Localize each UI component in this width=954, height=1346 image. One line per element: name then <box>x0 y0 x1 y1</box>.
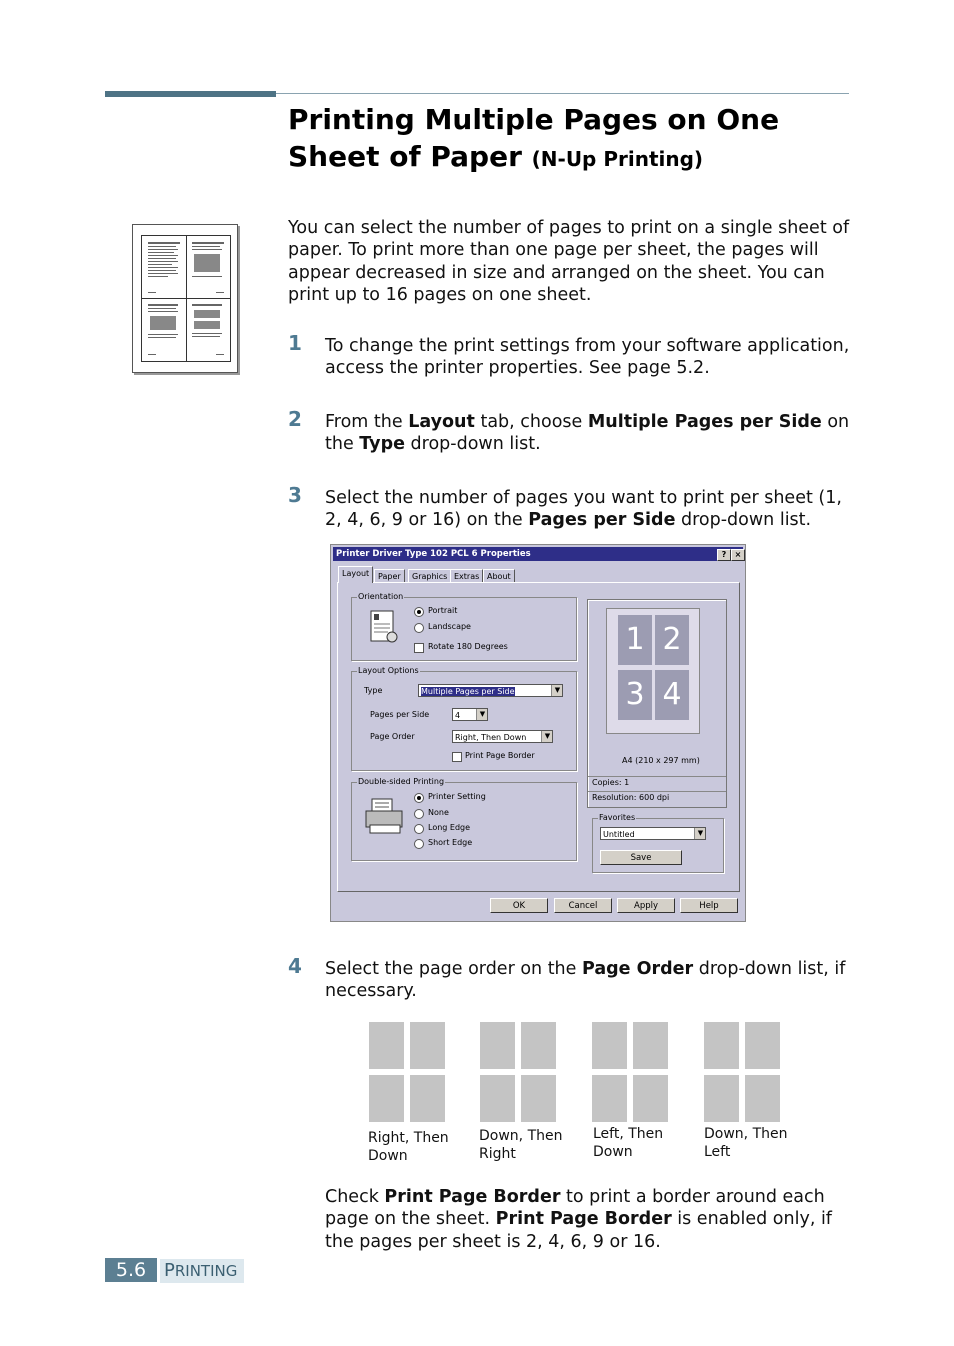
rotate-label: Rotate 180 Degrees <box>428 642 508 651</box>
diagram-page <box>633 1022 668 1069</box>
page-order-label-1: Right, Then Down <box>368 1130 449 1164</box>
pages-per-side-dropdown[interactable] <box>452 708 488 721</box>
page-order-diagram-down-then-right <box>480 1022 560 1122</box>
diagram-page <box>745 1022 780 1069</box>
chevron-down-icon[interactable]: ▼ <box>551 685 563 696</box>
diagram-page <box>521 1022 556 1069</box>
favorites-value: Untitled <box>603 830 635 839</box>
tab-paper[interactable]: Paper <box>374 569 405 583</box>
print-page-border-note: Check Print Page Border to print a border around each page on the sheet. Print Page Border is enabled only, if the pages per sheet is 2, 4, 6, 9 or 16. <box>325 1187 832 1252</box>
printer-properties-dialog <box>330 544 746 922</box>
help-button[interactable]: Help <box>680 898 738 913</box>
print-page-border-checkbox[interactable] <box>452 752 462 762</box>
layout-tab-panel <box>337 582 740 892</box>
cancel-button[interactable]: Cancel <box>554 898 612 913</box>
step-text-1: To change the print settings from your software application, access the printer properties. See page 5.2. <box>325 336 850 379</box>
n-up-document-icon <box>132 224 238 373</box>
tab-graphics[interactable]: Graphics <box>408 569 451 583</box>
preview-divider <box>588 791 726 792</box>
diagram-page <box>480 1022 515 1069</box>
mini-page-lines <box>142 236 230 361</box>
printer-setting-radio[interactable] <box>414 793 424 803</box>
short-edge-label: Short Edge <box>428 838 473 847</box>
orientation-label: Orientation <box>358 592 404 601</box>
apply-button[interactable]: Apply <box>617 898 675 913</box>
preview-page-3: 3 <box>618 670 652 720</box>
diagram-page <box>521 1075 556 1122</box>
section-name: PRINTING <box>160 1259 244 1283</box>
help-icon[interactable]: ? <box>717 549 731 561</box>
type-dropdown[interactable] <box>418 684 563 697</box>
tab-about[interactable]: About <box>483 569 515 583</box>
type-label: Type <box>364 686 383 695</box>
step-text-2: From the Layout tab, choose Multiple Pages per Side on the Type drop-down list. <box>325 412 850 455</box>
layout-preview <box>587 599 727 808</box>
diagram-page <box>410 1075 445 1122</box>
page-order-label-4: Down, Then Left <box>704 1126 788 1160</box>
step-number-1: 1 <box>288 331 302 355</box>
landscape-radio[interactable] <box>414 623 424 633</box>
ok-button[interactable]: OK <box>490 898 548 913</box>
preview-page-4: 4 <box>655 670 689 720</box>
step-number-3: 3 <box>288 483 302 507</box>
chevron-down-icon[interactable]: ▼ <box>476 709 488 720</box>
diagram-page <box>410 1022 445 1069</box>
page-number: 5.6 <box>105 1258 157 1282</box>
step-number-4: 4 <box>288 954 302 978</box>
header-rule-thick <box>105 91 276 97</box>
layout-options-group <box>351 666 577 771</box>
chevron-down-icon[interactable]: ▼ <box>541 731 553 742</box>
save-button[interactable]: Save <box>600 850 682 865</box>
page-order-label-2: Down, Then Right <box>479 1128 563 1162</box>
page-order-label: Page Order <box>370 732 415 741</box>
preview-paper <box>606 608 700 734</box>
diagram-page <box>369 1075 404 1122</box>
favorites-dropdown[interactable] <box>600 827 706 840</box>
close-icon[interactable]: × <box>731 549 745 561</box>
page-order-diagram-right-then-down <box>369 1022 449 1122</box>
portrait-radio[interactable] <box>414 607 424 617</box>
preview-page-1: 1 <box>618 615 652 665</box>
page-order-diagram-left-then-down <box>592 1022 672 1122</box>
pages-per-side-label: Pages per Side <box>370 710 430 719</box>
portrait-page-icon <box>370 610 400 646</box>
long-edge-radio[interactable] <box>414 824 424 834</box>
page-order-dropdown[interactable] <box>452 730 553 743</box>
preview-divider <box>588 776 726 777</box>
diagram-page <box>592 1075 627 1122</box>
printer-icon <box>364 797 406 837</box>
print-page-border-label: Print Page Border <box>465 751 535 760</box>
n-up-sheet <box>141 235 231 362</box>
step-text-3: Select the number of pages you want to print per sheet (1, 2, 4, 6, 9 or 16) on the Pages per Side drop-down list. <box>325 488 842 531</box>
rotate-checkbox[interactable] <box>414 643 424 653</box>
double-sided-label: Double-sided Printing <box>358 777 445 786</box>
dialog-title: Printer Driver Type 102 PCL 6 Properties <box>336 549 531 559</box>
none-label: None <box>428 808 449 817</box>
none-radio[interactable] <box>414 809 424 819</box>
copies-label: Copies: 1 <box>592 778 630 787</box>
pages-per-side-value: 4 <box>455 711 461 720</box>
diagram-page <box>704 1022 739 1069</box>
layout-options-label: Layout Options <box>358 666 419 675</box>
intro-paragraph: You can select the number of pages to print on a single sheet of paper. To print more than one page per sheet, the pages will appear decreased in size and arranged on the sheet. You can print up to 16 pages on one sheet. <box>288 218 850 305</box>
long-edge-label: Long Edge <box>428 823 471 832</box>
double-sided-group <box>351 777 577 861</box>
diagram-page <box>704 1075 739 1122</box>
diagram-page <box>745 1075 780 1122</box>
diagram-page <box>369 1022 404 1069</box>
diagram-page <box>480 1075 515 1122</box>
paper-size-label: A4 (210 x 297 mm) <box>622 756 700 765</box>
diagram-page <box>592 1022 627 1069</box>
landscape-label: Landscape <box>428 622 471 631</box>
diagram-page <box>633 1075 668 1122</box>
header-rule-thin <box>276 93 849 94</box>
tab-layout[interactable]: Layout <box>338 566 373 583</box>
dialog-titlebar <box>333 547 743 561</box>
page-subtitle: (N-Up Printing) <box>531 147 704 171</box>
favorites-label: Favorites <box>599 813 636 822</box>
chevron-down-icon[interactable]: ▼ <box>694 828 706 839</box>
preview-page-2: 2 <box>655 615 689 665</box>
step-text-4: Select the page order on the Page Order drop-down list, if necessary. <box>325 959 846 1002</box>
favorites-group <box>592 813 724 873</box>
page-order-value: Right, Then Down <box>455 733 527 742</box>
portrait-label: Portrait <box>428 606 458 615</box>
tab-extras[interactable]: Extras <box>450 569 483 583</box>
type-value: Multiple Pages per Side <box>421 687 515 696</box>
step-number-2: 2 <box>288 407 302 431</box>
resolution-label: Resolution: 600 dpi <box>592 793 670 802</box>
printer-setting-label: Printer Setting <box>428 792 486 801</box>
orientation-group <box>351 592 577 661</box>
short-edge-radio[interactable] <box>414 839 424 849</box>
page-title: Printing Multiple Pages on One Sheet of Paper (N-Up Printing) <box>288 103 780 173</box>
page-order-diagram-down-then-left <box>704 1022 784 1122</box>
page-order-label-3: Left, Then Down <box>593 1126 664 1160</box>
